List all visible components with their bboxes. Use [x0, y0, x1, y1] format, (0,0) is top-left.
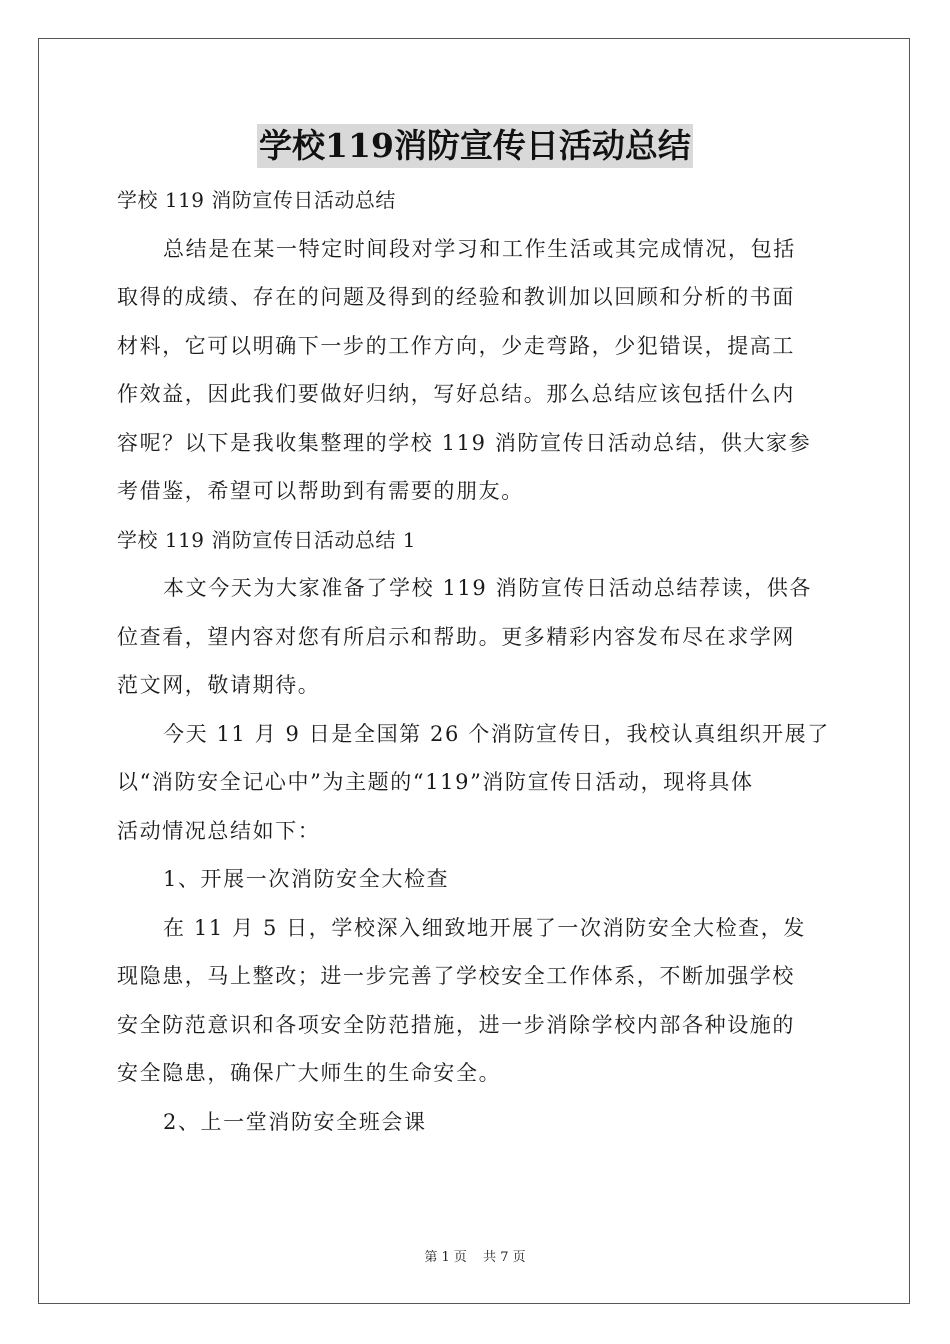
paragraph-line: 活动情况总结如下： [117, 818, 321, 843]
paragraph-line: 范文网，敬请期待。 [117, 673, 321, 697]
page-footer [0, 1246, 950, 1265]
section-heading-line: 1、开展一次消防安全大检查 [163, 867, 450, 891]
paragraph-line: 容呢？以下是我收集整理的学校 119 消防宣传日活动总结，供大家参 [117, 430, 812, 455]
paragraph-line: 材料，它可以明确下一步的工作方向，少走弯路，少犯错误，提高工 [117, 333, 795, 358]
paragraph-line: 以“消防安全记心中”为主题的“119”消防宣传日活动，现将具体 [117, 770, 754, 794]
paragraph-line: 在 11 月 5 日，学校深入细致地开展了一次消防安全大检查，发 [163, 915, 806, 940]
document-title: 学校119消防宣传日活动总结 [257, 124, 693, 168]
paragraph-line: 今天 11 月 9 日是全国第 26 个消防宣传日，我校认真组织开展了 [163, 721, 830, 746]
title-wrap [0, 124, 950, 168]
current-page-label: 第 1 页 [424, 1250, 467, 1265]
paragraph-line: 安全隐患，确保广大师生的生命安全。 [117, 1061, 502, 1085]
section-heading-line: 2、上一堂消防安全班会课 [163, 1109, 427, 1134]
paragraph-line: 作效益，因此我们要做好归纳，写好总结。那么总结应该包括什么内 [117, 382, 795, 406]
paragraph-line: 本文今天为大家准备了学校 119 消防宣传日活动总结荐读，供各 [163, 576, 813, 600]
document-body [117, 176, 837, 1146]
paragraph-line: 位查看，望内容对您有所启示和帮助。更多精彩内容发布尽在求学网 [117, 624, 795, 649]
subheading-line: 学校 119 消防宣传日活动总结 [117, 188, 396, 212]
paragraph-line: 取得的成绩、存在的问题及得到的经验和教训加以回顾和分析的书面 [117, 285, 795, 309]
paragraph-line: 考借鉴，希望可以帮助到有需要的朋友。 [117, 479, 524, 503]
paragraph-line: 现隐患，马上整改；进一步完善了学校安全工作体系，不断加强学校 [117, 964, 795, 988]
paragraph-line: 总结是在某一特定时间段对学习和工作生活或其完成情况，包括 [163, 236, 796, 261]
subheading-line: 学校 119 消防宣传日活动总结 1 [117, 527, 416, 552]
total-pages-label: 共 7 页 [483, 1250, 526, 1265]
paragraph-line: 安全防范意识和各项安全防范措施，进一步消除学校内部各种设施的 [117, 1012, 795, 1037]
